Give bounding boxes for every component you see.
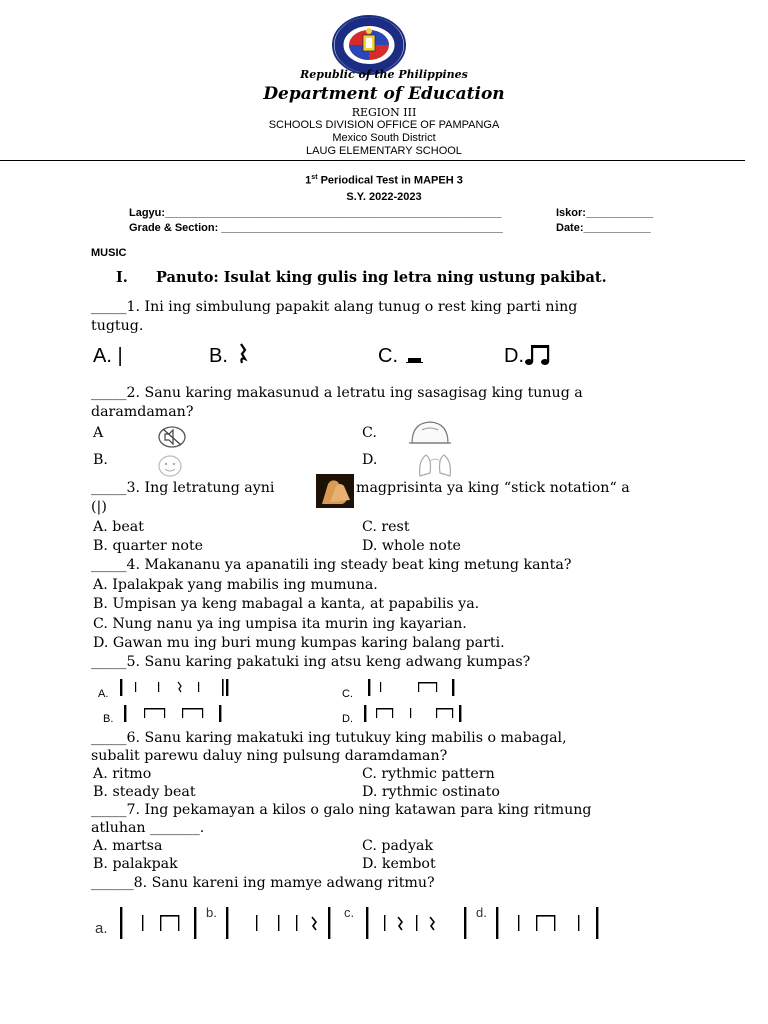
q5-rhythm-c [366,678,458,698]
q5-rhythm-b [122,704,224,724]
q8-option-d: d. [476,905,487,920]
q5-rhythm-a [118,678,233,698]
q1-option-a: A. | [93,345,123,367]
q6-option-b: B. steady beat [93,784,196,800]
score-field[interactable]: Iskor:___________ [556,207,654,219]
q7-text-cont: atluhan _______. [91,820,205,836]
school-line: LAUG ELEMENTARY SCHOOL [306,145,462,157]
q4-option-a: A. Ipalakpak yang mabilis ing mumuna. [93,577,378,593]
q7-option-d: D. kembot [362,856,436,872]
division-line: SCHOOLS DIVISION OFFICE OF PAMPANGA [268,119,500,131]
q1-option-c: C. [378,345,398,367]
q1-text: _____1. Ini ing simbulung papakit alang tunug o rest king parti ning [91,299,578,315]
q5-option-a: A. [98,688,109,700]
q4-option-d: D. Gawan mu ing buri mung kumpas karing balang parti. [93,635,505,651]
q8-rhythm-d [494,905,604,941]
q8-option-a: a. [95,920,108,937]
q2-text: _____2. Sanu karing makasunud a letratu ing sasagisag king tunug a [91,385,583,401]
clapping-hands-icon [414,449,456,479]
q8-rhythm-a [118,905,198,941]
grade-section-field[interactable]: Grade & Section: ______________________________________________ [129,222,503,234]
q5-option-c: C. [342,688,353,700]
q2-option-c: C. [362,425,377,441]
q8-option-c: c. [344,905,355,920]
q1-option-b: B. [209,345,228,367]
q6-option-c: C. rythmic pattern [362,766,495,782]
q7-text: _____7. Ing pekamayan a kilos o galo ning katawan para king ritmung [91,802,592,818]
q1-text-cont: tugtug. [91,318,144,334]
q2-option-a: A [93,425,104,441]
q5-rhythm-d [362,704,464,724]
q3-option-b: B. quarter note [93,538,204,554]
q3-stick-symbol: (|) [91,499,107,515]
bell-helmet-icon [406,418,454,448]
clapping-photo-icon [316,474,354,508]
school-year: S.Y. 2022-2023 [346,191,422,203]
republic-line: Republic of the Philippines [300,68,468,81]
header-divider [0,160,745,161]
q3-option-d: D. whole note [362,538,461,554]
q5-text: _____5. Sanu karing pakatuki ing atsu keng adwang kumpas? [91,654,531,670]
name-field[interactable]: Lagyu:_______________________________________________________ [129,207,502,219]
q8-text: ______8. Sanu kareni ing mamye adwang ritmu? [91,875,435,891]
q3-option-c: C. rest [362,519,410,535]
department-title: Department of Education [263,84,505,104]
q2-text-cont: daramdaman? [91,404,194,420]
eighth-notes-icon [524,343,552,367]
q2-option-d: D. [362,452,378,468]
q8-option-b: b. [206,905,217,920]
q7-option-a: A. martsa [93,838,163,854]
q6-option-d: D. rythmic ostinato [362,784,500,800]
q3-text-cont: magprisinta ya king “stick notation“ a [356,480,630,496]
q4-text: _____4. Makananu ya apanatili ing steady beat king metung kanta? [91,557,572,573]
q7-option-c: C. padyak [362,838,434,854]
q8-rhythm-c [364,905,470,941]
speaker-muted-icon [157,425,187,449]
section-music: MUSIC [91,247,127,259]
q3-text: _____3. Ing letratung ayni [91,480,275,496]
deped-seal-logo [331,15,407,75]
q6-text: _____6. Sanu karing makatuki ing tutukuy king mabilis o mabagal, [91,730,567,746]
quarter-rest-icon [238,343,248,365]
q2-option-b: B. [93,452,108,468]
q5-option-d: D. [342,713,353,725]
q6-text-cont: subalit parewu daluy ning pulsung daramdaman? [91,748,448,764]
q3-option-a: A. beat [93,519,144,535]
q1-option-d: D. [504,345,524,367]
district-line: Mexico South District [332,132,436,144]
q7-option-b: B. palakpak [93,856,178,872]
q4-option-b: B. Umpisan ya keng mabagal a kanta, at papabilis ya. [93,596,480,612]
smiling-face-icon [156,453,184,479]
instruction-text: Panuto: Isulat king gulis ing letra ning ustung pakibat. [156,269,607,286]
q6-option-a: A. ritmo [93,766,152,782]
date-field[interactable]: Date:___________ [556,222,651,234]
q4-option-c: C. Nung nanu ya ing umpisa ita murin ing kayarian. [93,616,467,632]
test-title: 1st Periodical Test in MAPEH 3 [305,174,463,187]
region-line: REGION III [351,106,417,119]
instruction-number: I. [116,269,128,286]
q5-option-b: B. [103,713,114,725]
q8-rhythm-b [224,905,332,941]
